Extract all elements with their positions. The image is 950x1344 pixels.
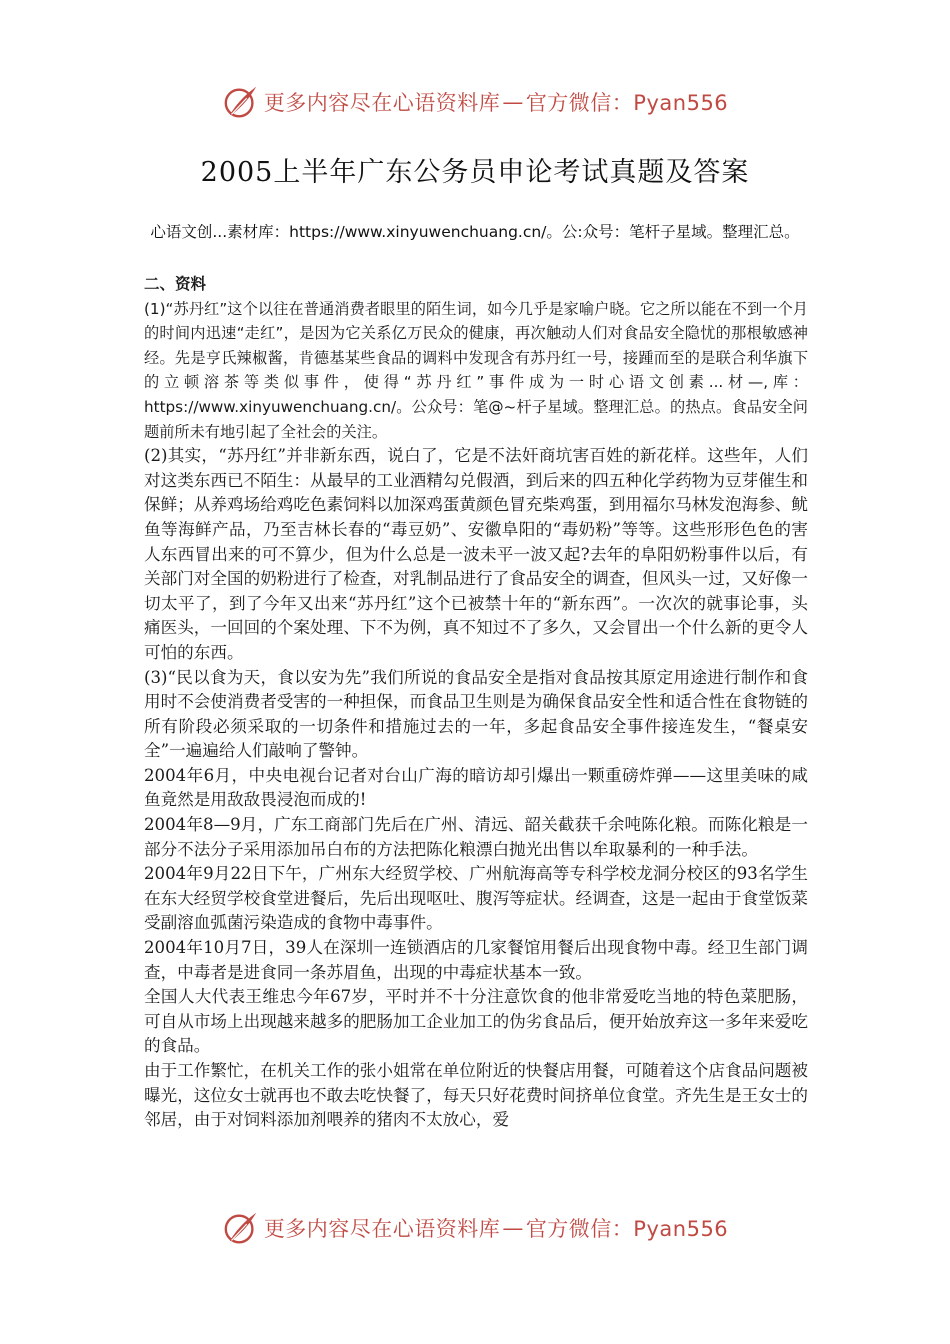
banner-separator: — bbox=[502, 1216, 524, 1240]
document-body bbox=[144, 272, 808, 1133]
banner-text: 更多内容尽在心语资料库 bbox=[263, 91, 501, 115]
paragraph: (1)“苏丹红”这个以往在普通消费者眼里的陌生词，如今几乎是家喻户晓。它之所以能在不到一个月的时间内迅速“走红”，是因为它关系亿万民众的健康，再次触动人们对食品安全隐忧的那根敏感神经。先是亨氏辣椒酱，肯德基某些食品的调料中发现含有苏丹红一号，接踵而至的是联合利华旗下的立顿溶茶等类似事件，使得“苏丹红”事件成为一时心语文创素...材—,库：https://www.xinyuwenchuang.cn/。公众号：笔@~杆子星域。整理汇总。的热点。食品安全问题前所未有地引起了全社会的关注。 bbox=[144, 299, 808, 441]
banner-text: 更多内容尽在心语资料库 bbox=[263, 1217, 501, 1241]
paragraph: 2004年6月，中央电视台记者对台山广海的暗访却引爆出一颗重磅炸弹——这里美味的咸鱼竟然是用敌敌畏浸泡而成的! bbox=[144, 765, 808, 810]
paragraph: 2004年10月7日，39人在深圳一连锁酒店的几家餐馆用餐后出现食物中毒。经卫生部门调查，中毒者是进食同一条苏眉鱼，出现的中毒症状基本一致。 bbox=[144, 938, 808, 982]
paragraph: (2)其实，“苏丹红”并非新东西，说白了，它是不法奸商坑害百姓的新花样。这些年，人们对这类东西已不陌生：从最早的工业酒精勾兑假酒，到后来的四五种化学药物为豆芽催生和保鲜；从养鸡场给鸡吃色素饲料以加深鸡蛋黄颜色冒充柴鸡蛋，到用福尔马林发泡海参、鱿鱼等海鲜产品，乃至吉林长春的“毒豆奶”、安徽阜阳的“毒奶粉”等等。这些形形色色的害人东西冒出来的可不算少，但为什么总是一波未平一波又起?去年的阜阳奶粉事件以后，有关部门对全国的奶粉进行了检查，对乳制品进行了食品安全的调查，但风头一过，又好像一切太平了，到了今年又出来“苏丹红”这个已被禁十年的“新东西”。一次次的就事论事，头痛医头，一回回的个案处理、下不为例，真不知过不了多久，又会冒出一个什么新的更令人可怕的东西。 bbox=[144, 446, 808, 662]
banner-official: 官方微信：Pyan556 bbox=[525, 1217, 729, 1241]
footer-banner bbox=[0, 1206, 950, 1250]
section-heading: 二、资料 bbox=[144, 275, 207, 293]
quill-logo-icon bbox=[222, 83, 260, 121]
banner-separator: — bbox=[502, 90, 524, 114]
paragraph: 2004年8—9月，广东工商部门先后在广州、清远、韶关截获千余吨陈化粮。而陈化粮是一部分不法分子采用添加吊白布的方法把陈化粮漂白抛光出售以牟取暴利的一种手法。 bbox=[144, 815, 808, 859]
quill-logo-icon bbox=[222, 1209, 260, 1247]
page-title: 2005上半年广东公务员申论考试真题及答案 bbox=[200, 157, 750, 188]
header-banner bbox=[0, 80, 950, 124]
paragraph: (3)“民以食为天，食以安为先”我们所说的食品安全是指对食品按其原定用途进行制作和食用时不会使消费者受害的一种担保，而食品卫生则是为确保食品安全性和适合性在食物链的所有阶段必须采取的一切条件和措施过去的一年，多起食品安全事件接连发生，“餐桌安全”一遍遍给人们敲响了警钟。 bbox=[144, 667, 808, 761]
paragraph: 由于工作繁忙，在机关工作的张小姐常在单位附近的快餐店用餐，可随着这个店食品问题被曝光，这位女士就再也不敢去吃快餐了，每天只好花费时间挤单位食堂。齐先生是王女士的邻居，由于对饲料添加剂喂养的猪肉不太放心，爱 bbox=[144, 1061, 808, 1130]
source-line: 心语文创...素材库：https://www.xinyuwenchuang.cn/。公:众号：笔杆子星域。整理汇总。 bbox=[150, 223, 800, 241]
banner-official: 官方微信：Pyan556 bbox=[525, 91, 729, 115]
paragraph: 2004年9月22日下午，广州东大经贸学校、广州航海高等专科学校龙洞分校区的93名学生在东大经贸学校食堂进餐后，先后出现呕吐、腹泻等症状。经调查，这是一起由于食堂饭菜受副溶血弧菌污染造成的食物中毒事件。 bbox=[144, 864, 808, 933]
paragraph: 全国人大代表王维忠今年67岁，平时并不十分注意饮食的他非常爱吃当地的特色菜肥肠，可自从市场上出现越来越多的肥肠加工企业加工的伪劣食品后，便开始放弃这一多年来爱吃的食品。 bbox=[144, 987, 808, 1056]
